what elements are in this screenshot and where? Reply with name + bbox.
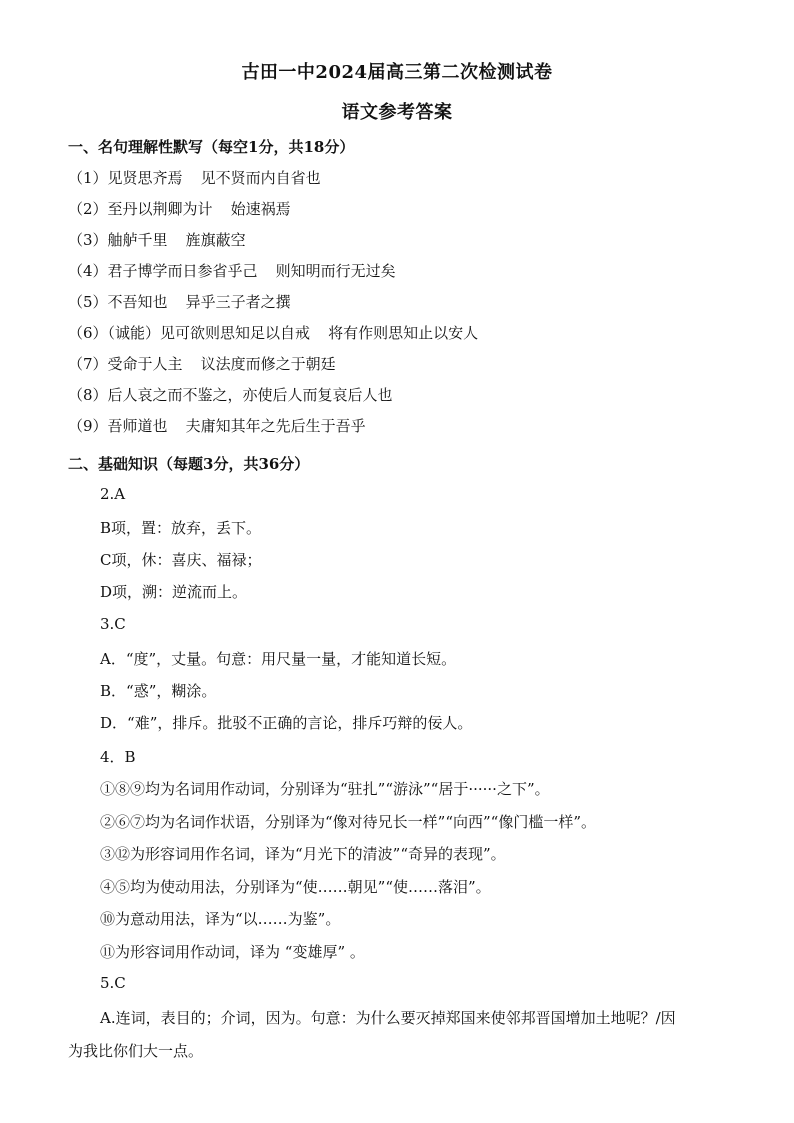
answer-item: （3）舳舻千里 旌旗蔽空 [68, 231, 246, 249]
answer-line: 4．B [100, 748, 136, 766]
section-1-heading: 一、名句理解性默写（每空1分，共18分） [68, 138, 355, 156]
answer-line: B．“惑”，糊涂。 [100, 682, 217, 700]
answer-item: （8）后人哀之而不鉴之，亦使后人而复哀后人也 [68, 386, 393, 404]
answer-line: A．“度”，丈量。句意：用尺量一量，才能知道长短。 [100, 650, 457, 668]
answer-line: ④⑤均为使动用法，分别译为“使……朝见”“使……落泪”。 [100, 878, 491, 896]
answer-line: ③⑫为形容词用作名词，译为“月光下的清波”“奇异的表现”。 [100, 845, 506, 863]
answer-line: B项，置：放弃，丢下。 [100, 519, 262, 537]
answer-line: D项，溯：逆流而上。 [100, 583, 248, 601]
answer-line: 为我比你们大一点。 [68, 1042, 204, 1060]
answer-item: （1）见贤思齐焉 见不贤而内自省也 [68, 169, 321, 187]
section-2-heading: 二、基础知识（每题3分，共36分） [68, 455, 310, 473]
answer-line: C项，休：喜庆、福禄； [100, 551, 262, 569]
answer-item: （2）至丹以荆卿为计 始速祸焉 [68, 200, 291, 218]
answer-line: ①⑧⑨均为名词用作动词，分别译为“驻扎”“游泳”“居于······之下”。 [100, 780, 550, 798]
answer-item: （4）君子博学而日参省乎己 则知明而行无过矣 [68, 262, 396, 280]
answer-line: 2.A [100, 485, 126, 503]
answer-line: 5.C [100, 974, 126, 992]
answer-line: ⑪为形容词用作动词，译为 “变雄厚” 。 [100, 943, 365, 961]
document-subtitle: 语文参考答案 [341, 102, 453, 123]
answer-item: （6）（诚能）见可欲则思知足以自戒 将有作则思知止以安人 [68, 324, 479, 342]
answer-item: （9）吾师道也 夫庸知其年之先后生于吾乎 [68, 417, 366, 435]
answer-line: D．“难”，排斥。批驳不正确的言论，排斥巧辩的佞人。 [100, 714, 473, 732]
answer-line: ②⑥⑦均为名词作状语，分别译为“像对待兄长一样”“向西”“像门槛一样”。 [100, 813, 597, 831]
answer-item: （5）不吾知也 异乎三子者之撰 [68, 293, 291, 311]
answer-line: ⑩为意动用法，译为“以……为鉴”。 [100, 910, 341, 928]
answer-line: A.连词，表目的；介词，因为。句意：为什么要灭掉郑国来使邻邦晋国增加土地呢？/因 [100, 1009, 676, 1027]
document-title: 古田一中2024届高三第二次检测试卷 [241, 62, 553, 83]
answer-line: 3.C [100, 615, 126, 633]
answer-item: （7）受命于人主 议法度而修之于朝廷 [68, 355, 336, 373]
